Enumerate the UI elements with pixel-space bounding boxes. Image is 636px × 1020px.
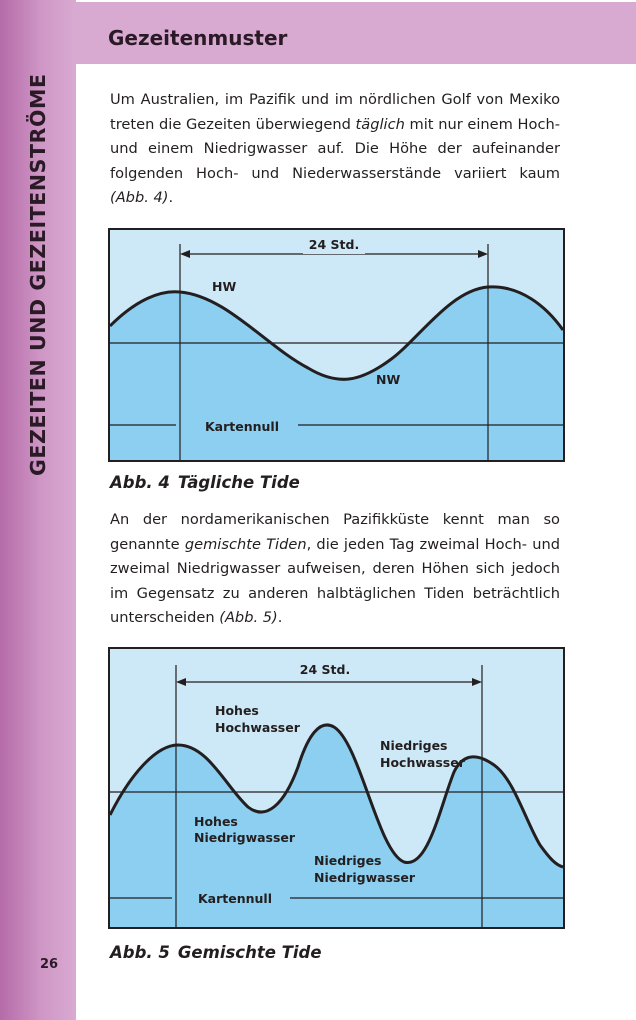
higher-low-water-label: Niedrigwasser — [194, 830, 296, 845]
paragraph-emphasis: gemischte Tiden — [184, 535, 307, 553]
page-number: 26 — [40, 957, 59, 972]
section-title: Gezeitenmuster — [108, 26, 288, 50]
paragraph-text: mit nur einem Hoch- und einem Niedrigwasser auf. Die Höhe der aufeinander folgenden Hoch- und Niederwasserstände variiert kaum — [110, 115, 560, 182]
paragraph-mixed-tide — [110, 508, 560, 631]
figure-5-caption — [110, 943, 322, 962]
caption-number: Abb. 5 — [110, 943, 170, 962]
figure-4-caption — [110, 473, 300, 492]
chart-datum-label: Kartennull — [198, 891, 273, 906]
higher-high-water-label: Hohes — [215, 703, 259, 718]
lower-high-water-label: Hochwasser — [380, 755, 465, 770]
paragraph-daily-tide — [110, 88, 560, 211]
section-header — [76, 2, 636, 64]
lower-low-water-label: Niedrigwasser — [314, 870, 416, 885]
paragraph-text: , die jeden Tag zweimal Hoch- und zweimal Niedrigwasser aufweisen, deren Höhen sich jedoch im Gegensatz zu anderen halbtäglichen Tiden beträchtlich unterscheiden — [110, 535, 560, 626]
paragraph-text: Um Australien, im Pazifik und im nördlichen Golf von Mexiko treten die Gezeiten überwiegend — [110, 91, 560, 133]
figure-mixed-tide — [108, 647, 565, 929]
chart-datum-label: Kartennull — [205, 419, 280, 434]
low-water-label: NW — [376, 372, 401, 387]
paragraph-text: . — [277, 609, 283, 626]
period-label: 24 Std. — [308, 237, 360, 252]
figure-reference: (Abb. 4) — [110, 189, 169, 206]
lower-high-water-label: Niedriges — [380, 738, 448, 753]
paragraph-text: An der nordamerikanischen Pazifikküste kennt man so genannte — [110, 511, 560, 553]
higher-high-water-label: Hochwasser — [215, 720, 300, 735]
chapter-title-vertical — [26, 73, 56, 506]
paragraph-text: . — [168, 189, 174, 206]
lower-low-water-label: Niedriges — [314, 853, 382, 868]
caption-number: Abb. 4 — [110, 473, 170, 492]
higher-low-water-label: Hohes — [194, 814, 238, 829]
period-label: 24 Std. — [299, 662, 351, 677]
high-water-label: HW — [212, 279, 237, 294]
paragraph-emphasis: täglich — [355, 115, 405, 133]
figure-reference: (Abb. 5) — [219, 609, 278, 626]
caption-title: Tägliche Tide — [177, 473, 300, 492]
sidebar — [0, 0, 76, 1020]
chapter-title-text: GEZEITEN UND GEZEITENSTRÖME — [26, 73, 50, 476]
figure-daily-tide — [108, 228, 565, 462]
caption-title: Gemischte Tide — [177, 943, 322, 962]
